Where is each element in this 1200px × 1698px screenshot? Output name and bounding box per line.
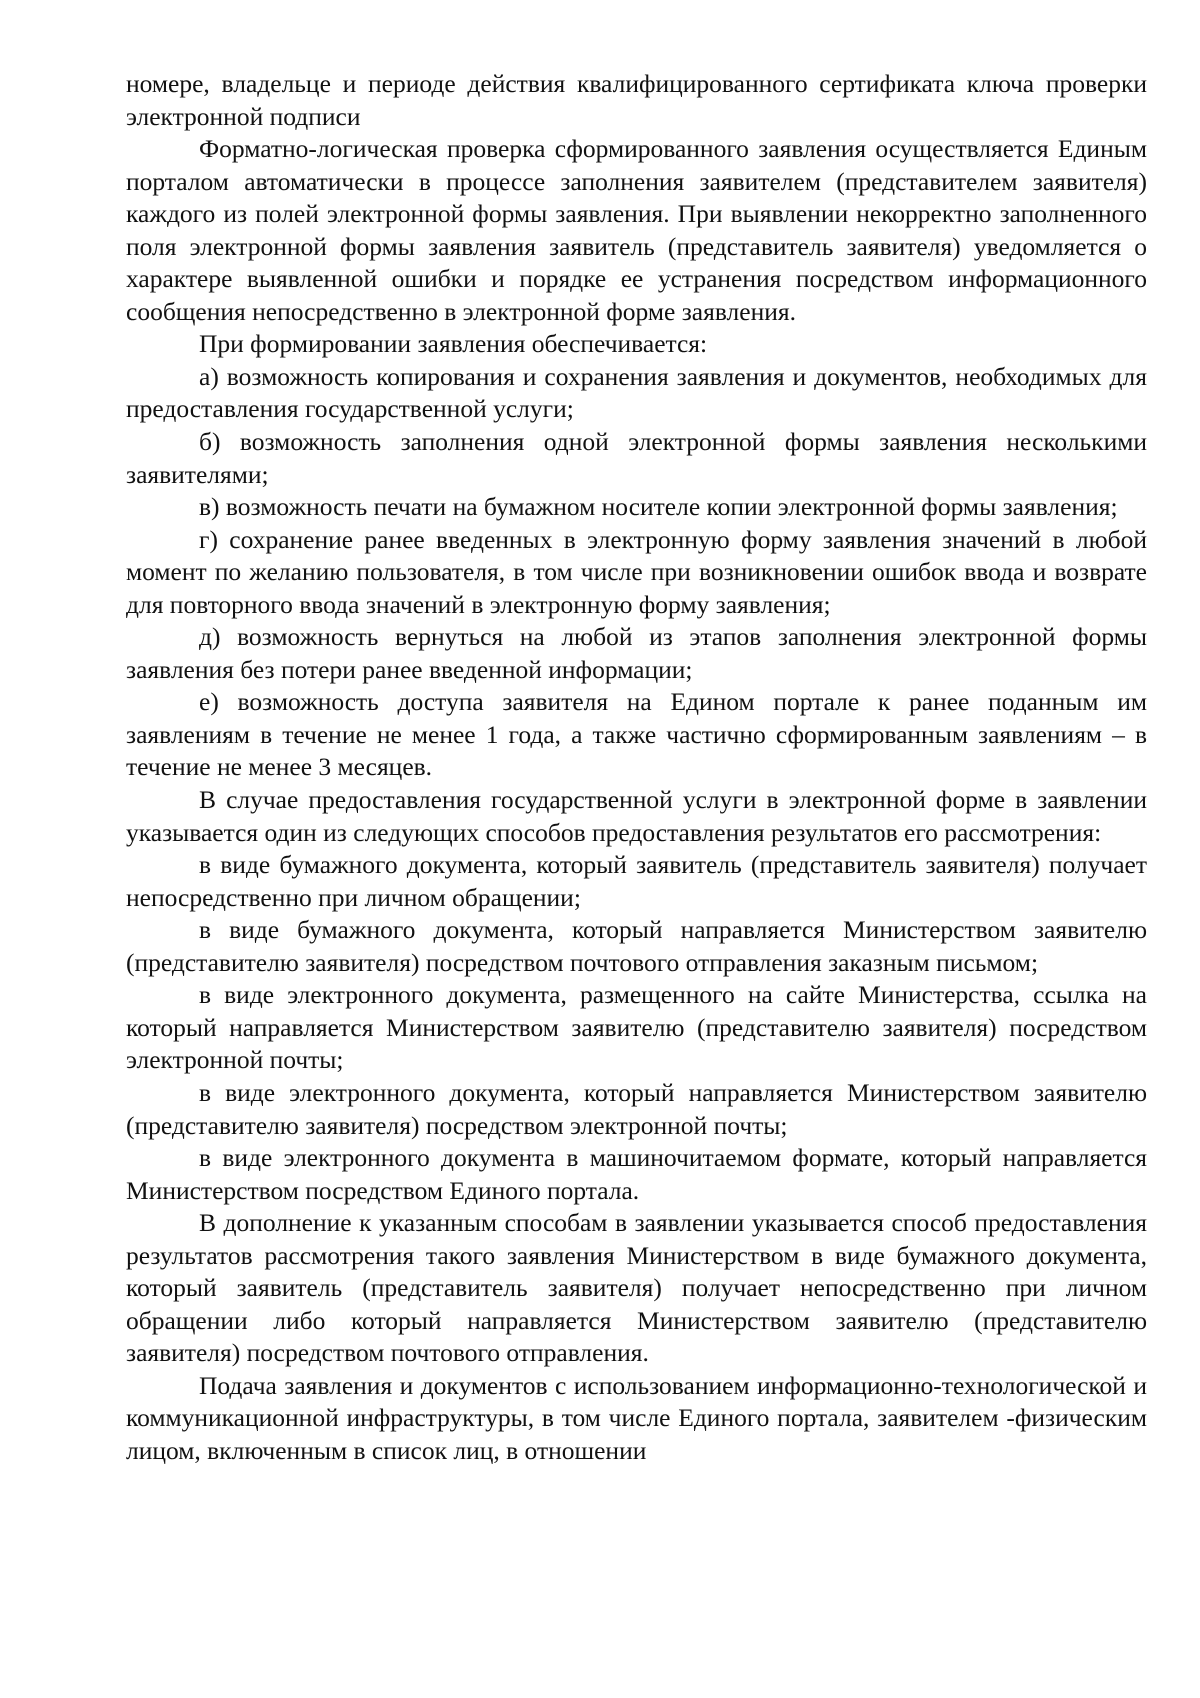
paragraph-additional-paper-method: В дополнение к указанным способам в заявлении указывается способ предоставления результатов рассмотрения такого заявления Министерством в виде бумажного документа, который заявитель (представитель заявителя) получает непосредственно при личном обращении либо который направляется Министерством заявителю (представителю заявителя) посредством почтового отправления. [126,1208,1147,1368]
paragraph-form-features-intro: При формировании заявления обеспечивается: [199,329,708,359]
list-item-g-save-values: г) сохранение ранее введенных в электронную форму заявления значений в любой момент по желанию пользователя, в том числе при возникновении ошибок ввода и возврате для повторного ввода значений в электронную форму заявления; [126,524,1147,619]
paragraph-result-methods-intro: В случае предоставления государственной услуги в электронной форме в заявлении указывается один из следующих способов предоставления результатов его рассмотрения: [126,785,1147,847]
list-item-d-return-to-stage: д) возможность вернуться на любой из этапов заполнения электронной формы заявления без потери ранее введенной информации; [126,622,1147,684]
result-method-electronic-email: в виде электронного документа, который направляется Министерством заявителю (представителю заявителя) посредством электронной почты; [126,1077,1147,1140]
result-method-machine-readable: в виде электронного документа в машиночитаемом формате, который направляется Министерством посредством Единого портала. [126,1143,1147,1205]
paragraph-submission-infrastructure: Подача заявления и документов с использованием информационно-технологической и коммуникационной инфраструктуры, в том числе Единого портала, заявителем -физическим лицом, включенным в список лиц, в отношении [126,1370,1147,1465]
result-method-electronic-site-link: в виде электронного документа, размещенного на сайте Министерства, ссылка на который направляется Министерством заявителю (представителю заявителя) посредством электронной почты; [126,980,1147,1075]
document-body [126,68,1147,1468]
list-item-b-multiple-applicants: б) возможность заполнения одной электронной формы заявления несколькими заявителями; [126,427,1147,489]
list-item-v-print-copy: в) возможность печати на бумажном носителе копии электронной формы заявления; [199,492,1118,522]
result-method-paper-personal: в виде бумажного документа, который заявитель (представитель заявителя) получает непосредственно при личном обращении; [126,850,1147,912]
result-method-paper-mail: в виде бумажного документа, который направляется Министерством заявителю (представителю заявителя) посредством почтового отправления заказным письмом; [126,915,1147,977]
list-item-e-access-submitted: е) возможность доступа заявителя на Едином портале к ранее поданным им заявлениям в течение не менее 1 года, а также частично сформированным заявлениям – в течение не менее 3 месяцев. [126,687,1147,782]
list-item-a-copy-save: а) возможность копирования и сохранения заявления и документов, необходимых для предоставления государственной услуги; [126,361,1147,424]
paragraph-signature-certificate-continuation: номере, владельце и периоде действия квалифицированного сертификата ключа проверки электронной подписи [126,69,1147,131]
paragraph-format-logic-check: Форматно-логическая проверка сформированного заявления осуществляется Единым порталом автоматически в процессе заполнения заявителем (представителем заявителя) каждого из полей электронной формы заявления. При выявлении некорректно заполненного поля электронной формы заявления заявитель (представитель заявителя) уведомляется о характере выявленной ошибки и порядке ее устранения посредством информационного сообщения непосредственно в электронной форме заявления. [126,134,1147,326]
